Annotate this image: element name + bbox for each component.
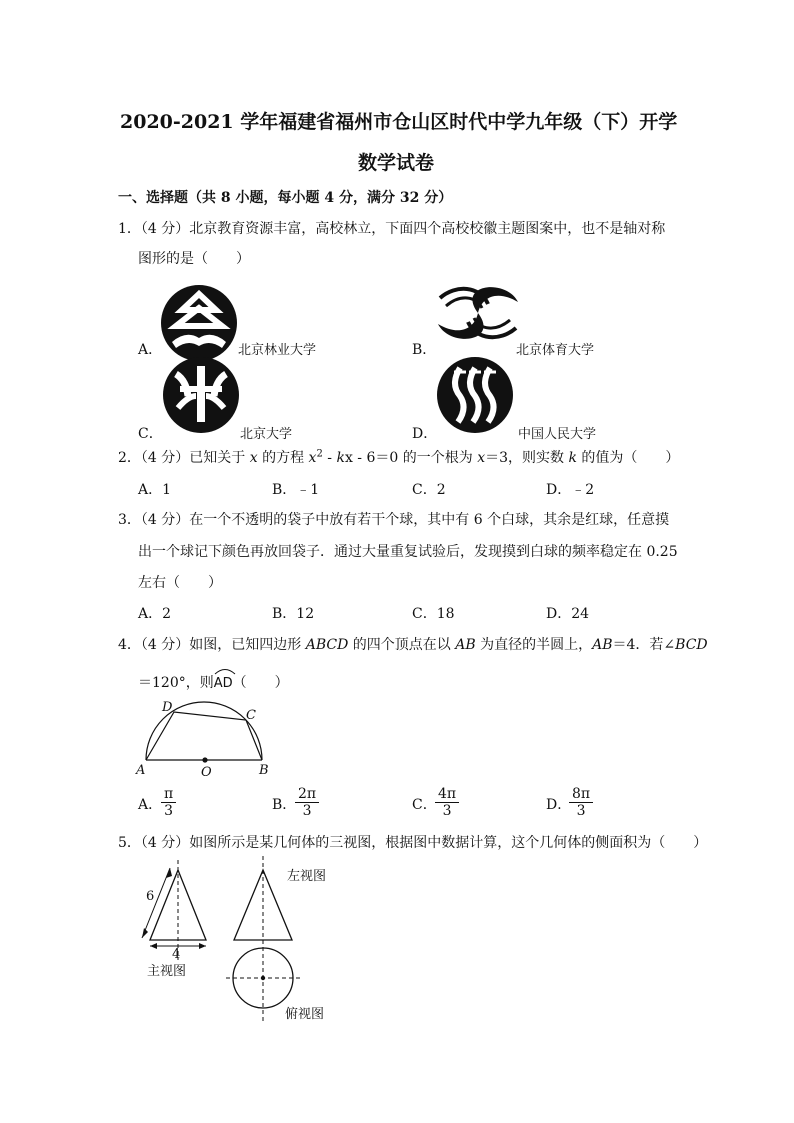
q3-option-a[interactable]: A．2: [138, 606, 172, 622]
q2-option-c[interactable]: C．2: [412, 482, 446, 498]
denominator: 3: [302, 803, 312, 819]
numerator: 4π: [435, 786, 459, 803]
label-o: O: [201, 765, 212, 780]
var-k: k: [568, 450, 577, 466]
doc-title-line2: 数学试卷: [358, 152, 435, 174]
base-label: 4: [172, 947, 181, 962]
q2-text: -: [322, 450, 337, 466]
q4-option-c-fraction: [435, 786, 459, 819]
var-ab: AB: [592, 637, 613, 653]
q1-option-c-letter[interactable]: C．: [138, 426, 163, 442]
q3-line2: 出一个球记下颜色再放回袋子．通过大量重复试验后，发现摸到白球的频率稳定在 0.25: [138, 544, 678, 560]
q2-stem: [118, 447, 679, 467]
q2-option-d[interactable]: D．﹣2: [546, 482, 595, 498]
label-a: A: [136, 763, 146, 778]
var-x: x: [477, 450, 486, 466]
renmin-emblem-icon: [436, 356, 514, 434]
arc-label: AD: [213, 676, 233, 691]
q4-option-a-letter[interactable]: A．: [138, 797, 163, 813]
swirl-emblem-icon: [436, 282, 520, 344]
q3-option-d[interactable]: D．24: [546, 606, 590, 622]
q4-line2: [138, 672, 289, 692]
front-view-label: 主视图: [147, 964, 187, 979]
slant-label: 6: [146, 889, 155, 904]
left-view-label: 左视图: [287, 869, 327, 884]
q2-option-b[interactable]: B．﹣1: [272, 482, 320, 498]
q4-option-a-fraction: [161, 786, 176, 819]
q2-text-pre: 2．（4 分）已知关于: [118, 450, 250, 466]
pagoda-emblem-icon: [160, 284, 238, 362]
q1-option-b-letter[interactable]: B．: [412, 342, 437, 358]
var-k: k: [336, 450, 345, 466]
q4-text: ＝4．若∠: [612, 637, 676, 653]
q1-option-d-letter[interactable]: D．: [412, 426, 438, 442]
label-b: B: [259, 763, 269, 778]
var-x: x: [308, 450, 317, 466]
top-view-label: 俯视图: [285, 1007, 325, 1022]
peking-emblem-icon: [162, 356, 240, 434]
var-x: x: [249, 450, 258, 466]
q1-option-b-caption: 北京体育大学: [516, 343, 595, 358]
var-bcd: BCD: [675, 637, 708, 653]
denominator: 3: [164, 803, 174, 819]
var-ab: AB: [455, 637, 476, 653]
q1-option-d-caption: 中国人民大学: [518, 427, 597, 442]
label-d: D: [162, 700, 173, 715]
numerator: 8π: [569, 786, 593, 803]
q5-line1: 5．（4 分）如图所示是某几何体的三视图，根据图中数据计算，这个几何体的侧面积为（ ）: [118, 835, 708, 851]
q4-text: 4．（4 分）如图，已知四边形: [118, 637, 306, 653]
q4-text: 为直径的半圆上，: [475, 637, 593, 653]
label-c: C: [246, 708, 256, 723]
q1-option-c-caption: 北京大学: [240, 427, 293, 442]
var-abcd: ABCD: [305, 637, 349, 653]
doc-title-line1: 2020-2021 学年福建省福州市仓山区时代中学九年级（下）开学: [120, 111, 678, 133]
q3-line1: 3．（4 分）在一个不透明的袋子中放有若干个球，其中有 6 个白球，其余是红球，任意摸: [118, 512, 670, 528]
section-heading: 一、选择题（共 8 小题，每小题 4 分，满分 32 分）: [118, 190, 453, 206]
exponent: 2: [316, 448, 323, 460]
numerator: π: [161, 786, 176, 803]
denominator: 3: [576, 803, 586, 819]
arc-ad: [214, 675, 233, 691]
q4-option-c-letter[interactable]: C．: [412, 797, 437, 813]
q4-option-b-letter[interactable]: B．: [272, 797, 297, 813]
q3-option-b[interactable]: B．12: [272, 606, 315, 622]
q4-line1: [118, 634, 708, 654]
q2-option-a[interactable]: A．1: [138, 482, 172, 498]
q4-option-d-letter[interactable]: D．: [546, 797, 572, 813]
q2-text-mid: 的方程: [257, 450, 309, 466]
q4-option-b-fraction: [295, 786, 319, 819]
q4-text: ＝120°，则: [138, 675, 214, 691]
q3-option-c[interactable]: C．18: [412, 606, 455, 622]
q1-option-a-letter[interactable]: A．: [138, 342, 163, 358]
q2-text-end: 的值为（ ）: [576, 450, 680, 466]
denominator: 3: [442, 803, 452, 819]
q2-text: x - 6＝0 的一个根为: [344, 450, 478, 466]
numerator: 2π: [295, 786, 319, 803]
q1-line1: 1．（4 分）北京教育资源丰富，高校林立，下面四个高校校徽主题图案中，也不是轴对称: [118, 221, 666, 237]
q1-option-a-caption: 北京林业大学: [238, 343, 317, 358]
q4-option-d-fraction: [569, 786, 593, 819]
q4-text: （ ）: [232, 675, 289, 691]
q4-text: 的四个顶点在以: [348, 637, 456, 653]
q3-line3: 左右（ ）: [138, 575, 222, 591]
q2-text: ＝3，则实数: [485, 450, 569, 466]
q1-line2: 图形的是（ ）: [138, 251, 250, 267]
